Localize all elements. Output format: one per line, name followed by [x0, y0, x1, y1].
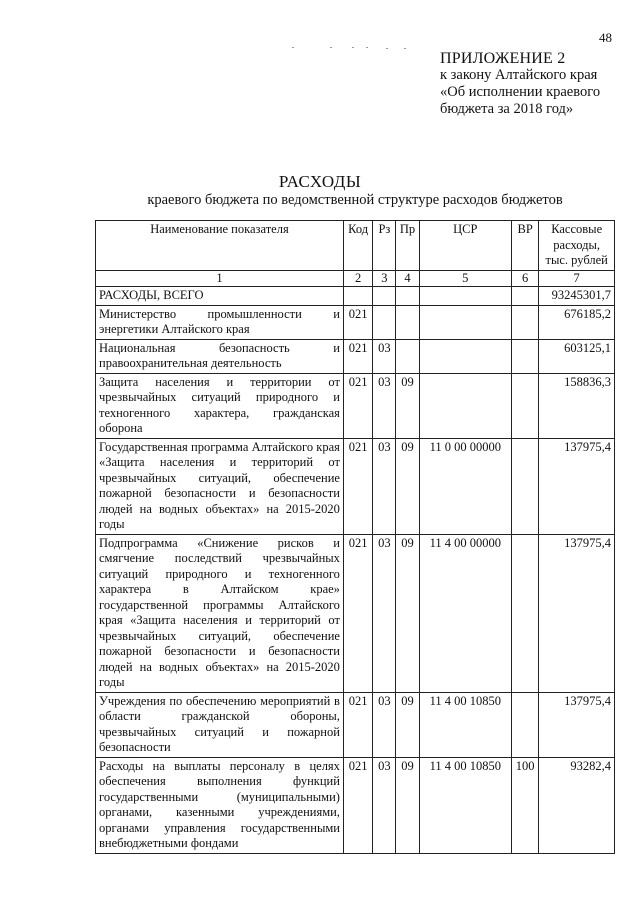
row-kod: 021 — [343, 373, 372, 438]
table-row — [96, 438, 615, 534]
column-index-row — [96, 270, 615, 287]
row-rz: 03 — [373, 692, 396, 757]
row-rz: 03 — [373, 534, 396, 692]
row-sum: 93282,4 — [539, 757, 615, 853]
row-sum: 137975,4 — [539, 438, 615, 534]
appendix-title: ПРИЛОЖЕНИЕ 2 — [440, 50, 566, 67]
row-pr — [396, 305, 419, 339]
header-name: Наименование показателя — [96, 221, 344, 271]
column-index: 2 — [343, 270, 372, 287]
appendix-line: «Об исполнении краевого — [440, 84, 601, 100]
column-index: 3 — [373, 270, 396, 287]
row-csr: 11 0 00 00000 — [419, 438, 511, 534]
row-pr: 09 — [396, 692, 419, 757]
row-csr — [419, 339, 511, 373]
row-kod: 021 — [343, 692, 372, 757]
header-pr: Пр — [396, 221, 419, 271]
row-kod: 021 — [343, 534, 372, 692]
table-row — [96, 692, 615, 757]
row-pr: 09 — [396, 757, 419, 853]
table-row — [96, 757, 615, 853]
row-rz: 03 — [373, 757, 396, 853]
row-csr — [419, 287, 511, 306]
row-vr: 100 — [512, 757, 539, 853]
table-row — [96, 287, 615, 306]
row-kod: 021 — [343, 438, 372, 534]
row-vr — [512, 373, 539, 438]
row-name: Министерство промышленности и энергетики Алтайского края — [96, 305, 344, 339]
row-sum: 137975,4 — [539, 534, 615, 692]
row-kod: 021 — [343, 339, 372, 373]
row-csr — [419, 305, 511, 339]
header-rz: Рз — [373, 221, 396, 271]
row-name: Учреждения по обеспечению мероприятий в области гражданской обороны, чрезвычайных ситуаций и пожарной безопасности — [96, 692, 344, 757]
row-name: Подпрограмма «Снижение рисков и смягчение последствий чрезвычайных ситуаций природного и техногенного характера в Алтайском крае» государственной программы Алтайского края «Защита населения и территорий от чрезвычайных ситуаций, обеспечение пожарной безопасности и безопасности людей на водных объектах» на 2015-2020 годы — [96, 534, 344, 692]
appendix-line: бюджета за 2018 год» — [440, 101, 574, 117]
row-kod: 021 — [343, 757, 372, 853]
table-row — [96, 373, 615, 438]
header-sum: Кассовые расходы, тыс. рублей — [539, 221, 615, 271]
row-pr: 09 — [396, 438, 419, 534]
row-vr — [512, 287, 539, 306]
document-title: РАСХОДЫ — [278, 172, 362, 191]
row-name: Государственная программа Алтайского края «Защита населения и территорий от чрезвычайных ситуаций, обеспечение пожарной безопасности и безопасности людей на водных объектах» на 2015-2020 годы — [96, 438, 344, 534]
table-row — [96, 305, 615, 339]
document-subtitle: краевого бюджета по ведомственной структуре расходов бюджетов — [147, 192, 563, 208]
row-csr: 11 4 00 10850 — [419, 757, 511, 853]
row-csr: 11 4 00 00000 — [419, 534, 511, 692]
row-pr — [396, 339, 419, 373]
column-index: 4 — [396, 270, 419, 287]
row-rz — [373, 287, 396, 306]
row-pr: 09 — [396, 534, 419, 692]
row-rz: 03 — [373, 339, 396, 373]
row-name: РАСХОДЫ, ВСЕГО — [96, 287, 344, 306]
row-rz — [373, 305, 396, 339]
row-sum: 158836,3 — [539, 373, 615, 438]
row-rz: 03 — [373, 438, 396, 534]
row-kod: 021 — [343, 305, 372, 339]
table-row — [96, 339, 615, 373]
row-sum: 137975,4 — [539, 692, 615, 757]
row-sum: 676185,2 — [539, 305, 615, 339]
column-index: 5 — [419, 270, 511, 287]
row-vr — [512, 305, 539, 339]
row-pr — [396, 287, 419, 306]
column-index: 7 — [539, 270, 615, 287]
row-name: Расходы на выплаты персоналу в целях обеспечения выполнения функций государственными (муниципальными) органами, казенными учреждениями, органами управления государственными внебюджетными фондами — [96, 757, 344, 853]
appendix-block — [440, 50, 600, 118]
page-number: 48 — [599, 30, 612, 45]
row-sum: 603125,1 — [539, 339, 615, 373]
row-rz: 03 — [373, 373, 396, 438]
table-row — [96, 534, 615, 692]
row-csr: 11 4 00 10850 — [419, 692, 511, 757]
row-vr — [512, 438, 539, 534]
header-kod: Код — [343, 221, 372, 271]
header-vr: ВР — [512, 221, 539, 271]
row-kod — [343, 287, 372, 306]
column-index: 6 — [512, 270, 539, 287]
expenses-table — [95, 220, 615, 854]
row-sum: 93245301,7 — [539, 287, 615, 306]
row-pr: 09 — [396, 373, 419, 438]
column-index: 1 — [96, 270, 344, 287]
row-csr — [419, 373, 511, 438]
appendix-line: к закону Алтайского края — [440, 67, 598, 83]
header-csr: ЦСР — [419, 221, 511, 271]
row-vr — [512, 339, 539, 373]
row-name: Защита населения и территории от чрезвычайных ситуаций природного и техногенного характера, гражданская оборона — [96, 373, 344, 438]
row-name: Национальная безопасность и правоохранительная деятельность — [96, 339, 344, 373]
table-header-row — [96, 221, 615, 271]
row-vr — [512, 692, 539, 757]
row-vr — [512, 534, 539, 692]
